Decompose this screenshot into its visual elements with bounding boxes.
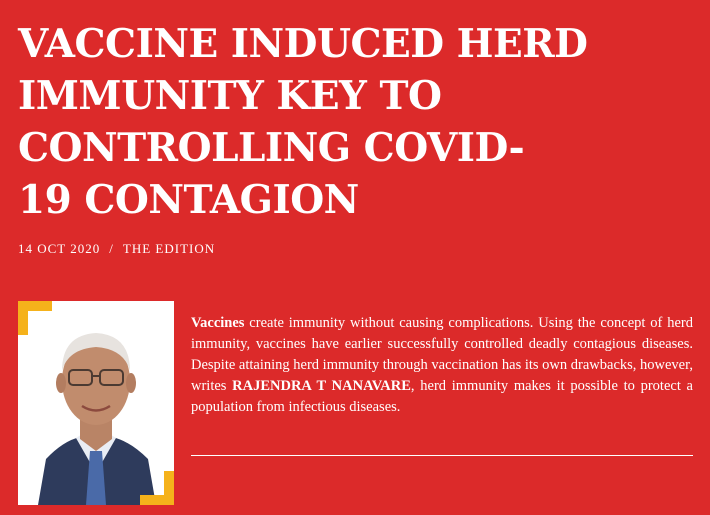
title-line: 19 CONTAGION: [18, 177, 359, 223]
author-name: RAJENDRA T NANAVARE: [232, 378, 411, 394]
excerpt-lead: Vaccines: [191, 315, 245, 331]
article-title: [18, 18, 698, 226]
excerpt-text: , herd immunity makes it possible to protect a population from infectious diseases.: [191, 378, 693, 415]
meta-separator: /: [109, 241, 114, 256]
article-date: 14 OCT 2020: [18, 241, 101, 256]
article-category-link[interactable]: THE EDITION: [122, 241, 216, 256]
title-line: IMMUNITY KEY TO: [18, 73, 442, 119]
title-line: CONTROLLING COVID-: [18, 125, 525, 171]
author-photo: [18, 301, 174, 505]
article-excerpt: [191, 313, 693, 418]
divider: [191, 455, 693, 456]
article-meta: [18, 241, 215, 257]
excerpt-text: create immunity without causing complications. Using the concept of herd immunity, vaccines have earlier successfully controlled deadly contagious diseases. Despite attaining herd immunity through vaccination has its own drawbacks, however, writes: [191, 315, 693, 394]
title-line: VACCINE INDUCED HERD: [18, 21, 588, 67]
